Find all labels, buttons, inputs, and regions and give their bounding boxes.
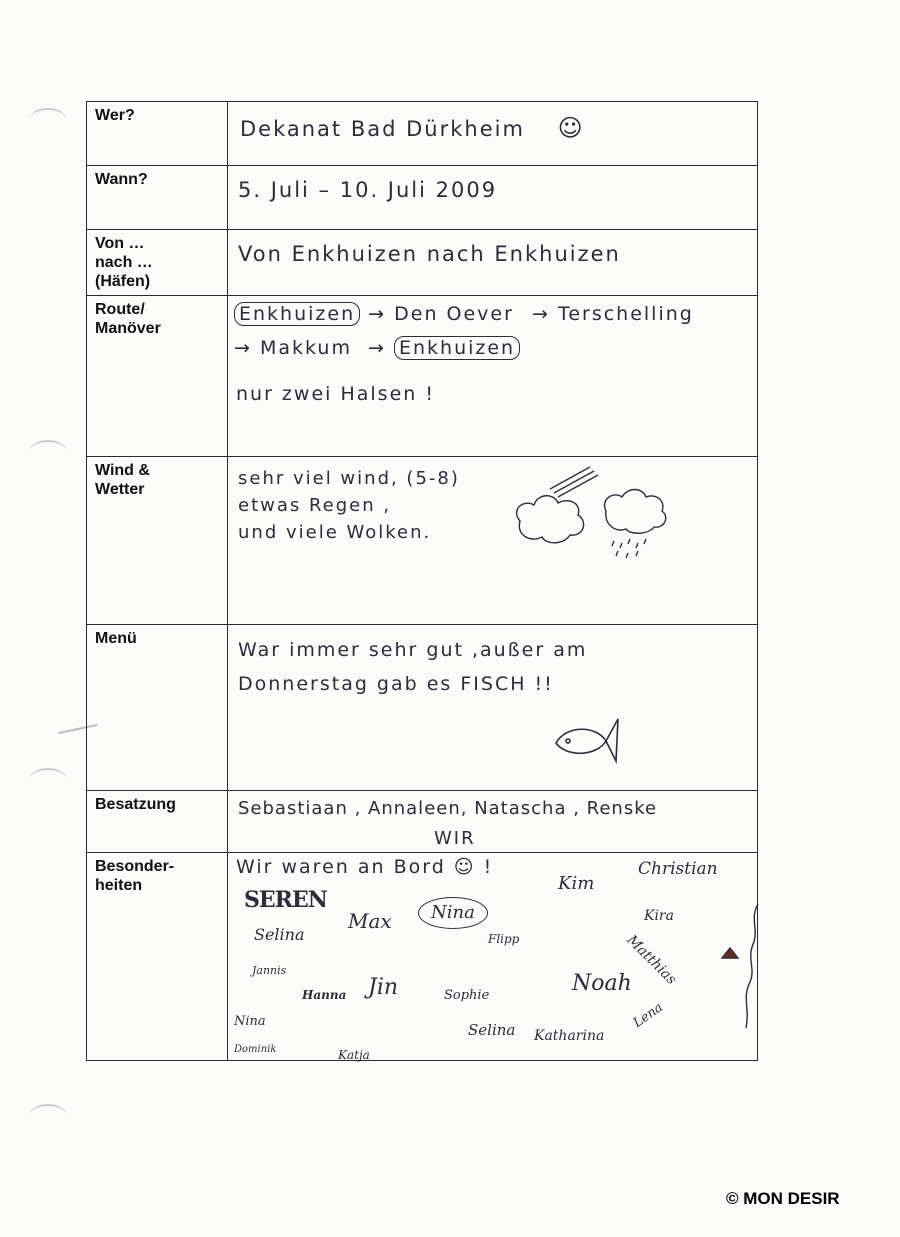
punch-hole <box>30 1104 66 1126</box>
signature: Selina <box>254 925 305 944</box>
signature: Selina <box>468 1021 516 1039</box>
signature: SEREN <box>244 887 327 913</box>
punch-hole <box>30 108 66 130</box>
signature: Lena <box>630 1000 666 1031</box>
signature: Jin <box>368 975 399 1000</box>
signature: Nina <box>234 1014 266 1029</box>
label-wann: Wann? <box>87 166 228 230</box>
punch-hole <box>30 440 66 462</box>
signature: Jannis <box>252 964 287 977</box>
value-route: Enkhuizen → Den Oever → Terschelling → Makkum → Enkhuizen nur zwei Halsen ! <box>228 296 758 457</box>
crew-names: Sebastiaan , Annaleen, Natascha , Renske <box>238 798 658 819</box>
signature: Katharina <box>534 1028 605 1044</box>
smiley-icon: ☺ <box>557 114 585 142</box>
signature: Matthias <box>623 932 680 988</box>
punch-hole <box>30 768 66 790</box>
value-wind-wetter: sehr viel wind, (5-8) etwas Regen , und viele Wolken. <box>228 457 758 625</box>
value-besatzung <box>228 791 758 853</box>
margin-scribble-drawing <box>706 898 766 1038</box>
route-start-harbour: Enkhuizen <box>234 302 360 326</box>
label-wer: Wer? <box>87 102 228 166</box>
fish-icon <box>550 713 630 769</box>
maneuver-note: nur zwei Halsen ! <box>236 383 435 405</box>
crew-group-text: Dekanat Bad Dürkheim <box>240 117 525 141</box>
signature: Christian <box>638 859 718 879</box>
signature: Katja <box>338 1048 370 1062</box>
value-wer <box>228 102 758 166</box>
signature: Dominik <box>234 1044 277 1055</box>
value-von-nach <box>228 230 758 296</box>
signature: Flipp <box>488 932 520 946</box>
label-besatzung: Besatzung <box>87 791 228 853</box>
signature: Noah <box>572 971 632 996</box>
signature: Sophie <box>444 988 490 1003</box>
signature: Kim <box>558 873 595 894</box>
label-wind-wetter: Wind & Wetter <box>87 457 228 625</box>
signature: Hanna <box>302 988 347 1002</box>
on-board-note: Wir waren an Bord ☺ ! <box>236 856 494 878</box>
signature: Kira <box>644 908 674 924</box>
copyright-notice: © MON DESIR <box>726 1189 840 1208</box>
logbook-form <box>86 101 758 1061</box>
signature: Max <box>348 909 392 933</box>
label-besonderheiten: Besonder- heiten <box>87 853 228 1061</box>
clouds-rain-drawing <box>510 459 680 569</box>
route-end-harbour: Enkhuizen <box>394 336 520 360</box>
signature: Nina <box>418 897 488 929</box>
dates-text: 5. Juli – 10. Juli 2009 <box>238 178 498 202</box>
value-menu: War immer sehr gut ,außer am Donnerstag gab es FISCH !! <box>228 625 758 791</box>
value-besonderheiten <box>228 853 758 1061</box>
label-von-nach: Von … nach … (Häfen) <box>87 230 228 296</box>
wir-note: WIR <box>434 828 476 849</box>
harbours-text: Von Enkhuizen nach Enkhuizen <box>238 242 621 266</box>
label-menu: Menü <box>87 625 228 791</box>
value-wann <box>228 166 758 230</box>
label-route: Route/ Manöver <box>87 296 228 457</box>
